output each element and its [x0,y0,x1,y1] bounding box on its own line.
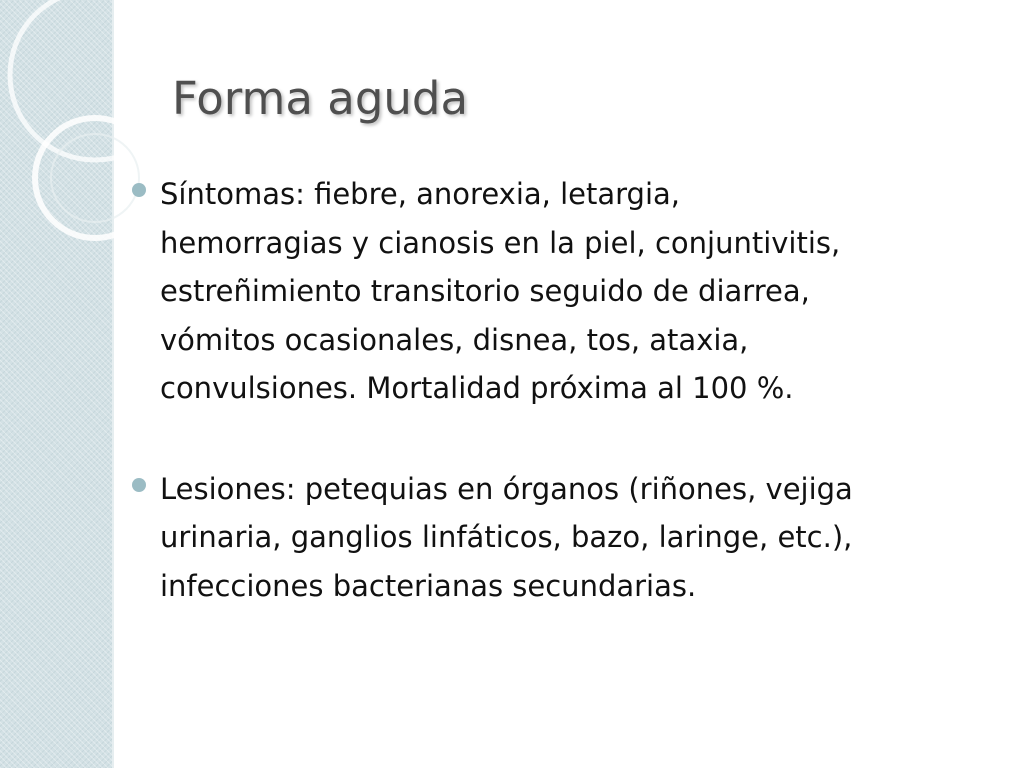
bullet-text: Síntomas: fiebre, anorexia, letargia, hemorragias y cianosis en la piel, conjuntivitis, estreñimiento transitorio seguido de diarrea, vómitos ocasionales, disnea, tos, ataxia, convulsiones. Mortalidad próxima al 100 %. [160,177,841,405]
bullet-text: Lesiones: petequias en órganos (riñones, vejiga urinaria, ganglios linfáticos, bazo, laringe, etc.), infecciones bacterianas secundarias. [160,471,853,603]
round-bullet-icon [132,478,146,492]
slide-title: Forma aguda [172,72,469,125]
side-band-decoration [0,0,114,768]
bullet-item-symptoms [130,170,1018,413]
bullet-item-lesions [130,465,1018,611]
bullet-list [130,170,1018,662]
round-bullet-icon [132,183,146,197]
